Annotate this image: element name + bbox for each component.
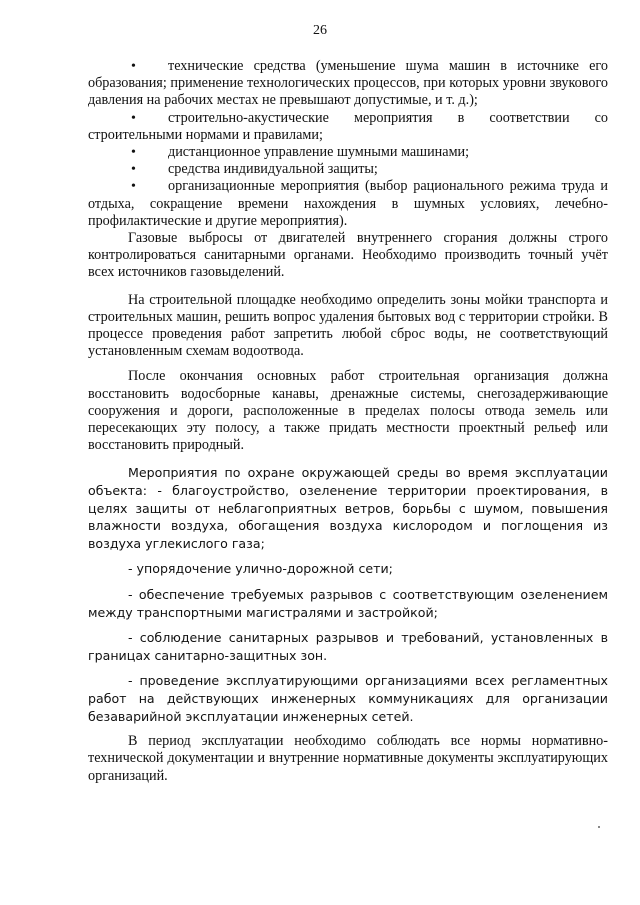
bullet-icon: • bbox=[131, 162, 136, 178]
bullet-icon: • bbox=[131, 110, 136, 126]
bullet-text: дистанционное управление шумными машинами; bbox=[168, 144, 470, 161]
bullet-icon: • bbox=[131, 179, 136, 195]
scan-speck bbox=[598, 826, 600, 828]
paragraph-restoration: После окончания основных работ строительная организация должна восстановить водосборные канавы, дренажные системы, снегозадерживающие сооружения и дороги, расположенные в пределах полосы отвода земель или пересекающих эту полосу, а также придать местности проектный рельеф или восстановить природный. bbox=[88, 368, 608, 454]
bullet-icon: • bbox=[131, 59, 136, 74]
dash-item-gaps: - обеспечение требуемых разрывов с соответствующим озеленением между транспортными магистралями и застройкой; bbox=[88, 587, 608, 620]
dash-item-maintenance: - проведение эксплуатирующими организациями всех регламентных работ на действующих инженерных коммуникациях для организации безаварийной эксплуатации инженерных сетей. bbox=[88, 673, 608, 724]
bullet-item-personal bbox=[88, 161, 608, 178]
bullet-icon: • bbox=[131, 145, 136, 161]
dash-item-road-network: - упорядочение улично-дорожной сети; bbox=[128, 561, 393, 577]
bullet-text: технические средства (уменьшение шума машин в источнике его образования; применение технологических процессов, при которых уровни звукового давления на рабочих местах не превышают допустимые, и т. д.); bbox=[88, 58, 608, 109]
page-content bbox=[88, 58, 608, 785]
page-number: 26 bbox=[313, 23, 327, 38]
paragraph-final: В период эксплуатации необходимо соблюдать все нормы нормативно-технической документации и внутренние нормативные документы эксплуатирующих организаций. bbox=[88, 733, 608, 784]
bullet-item-technical bbox=[88, 58, 608, 110]
bullet-item-acoustic bbox=[88, 110, 608, 144]
bullet-text: организационные мероприятия (выбор рационального режима труда и отдыха, сокращение времени нахождения в шумных условиях, лечебно-профилактические и другие мероприятия). bbox=[88, 178, 608, 229]
paragraph-construction-site: На строительной площадке необходимо определить зоны мойки транспорта и строительных машин, решить вопрос удаления бытовых вод с территории стройки. В процессе проведения работ запретить любой сброс воды, не соответствующий установленным схемам водоотвода. bbox=[88, 291, 608, 360]
bullet-item-remote bbox=[88, 144, 608, 161]
paragraph-gas-emissions: Газовые выбросы от двигателей внутреннего сгорания должны строго контролироваться санитарными органами. Необходимо производить точный учёт всех источников газовыделений. bbox=[88, 230, 608, 281]
dash-item-sanitary: - соблюдение санитарных разрывов и требований, установленных в границах санитарно-защитных зон. bbox=[88, 630, 608, 663]
bullet-text: строительно-акустические мероприятия в соответствии со строительными нормами и правилами; bbox=[88, 109, 608, 143]
bullet-text: средства индивидуальной защиты; bbox=[168, 161, 378, 178]
paragraph-operation-measures: Мероприятия по охране окружающей среды во время эксплуатации объекта: - благоустройство, озеленение территории проектирования, в целях защиты от неблагоприятных ветров, борьбы с шумом, повышения влажности воздуха, обогащения воздуха кислородом и поглощения из воздуха углекислого газа; bbox=[88, 465, 608, 551]
bullet-item-organizational bbox=[88, 178, 608, 230]
